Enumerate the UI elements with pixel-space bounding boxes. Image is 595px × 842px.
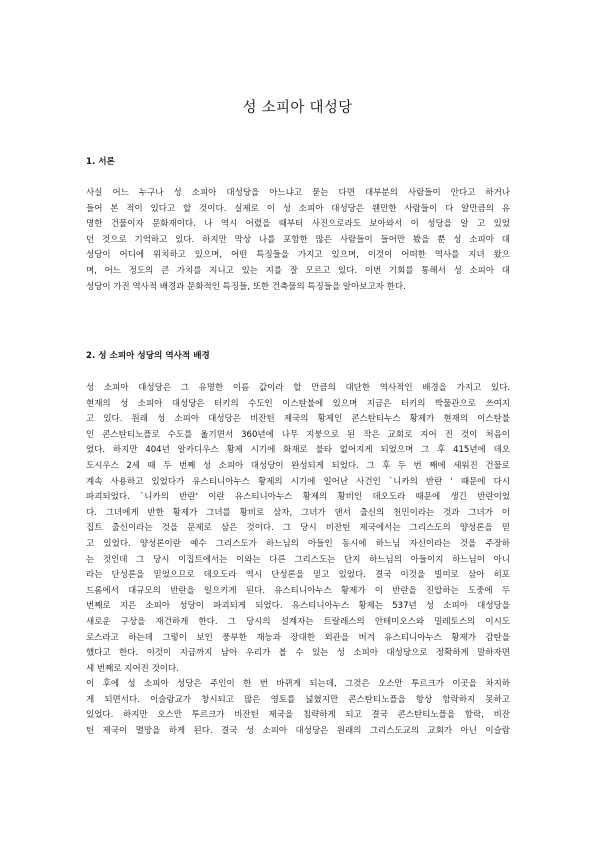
text-line: 번째로 지은 소피아 성당이 파괴되게 되었다. 유스티니아누스 황제는 537년 성 소피아 대성당을 bbox=[86, 601, 510, 612]
text-line: 이 후에 성 소피아 성당은 주인이 한 번 바뀌게 되는데, 그것은 오스만 투르크가 이곳을 차지하 bbox=[86, 679, 510, 690]
text-line: 들어 본 적이 있다고 할 것이다. 실제로 이 성 소피아 대성당은 웬만한 사람들이 다 알만큼의 유 bbox=[86, 203, 510, 214]
text-line: 현재의 성 소피아 대성당은 터키의 수도인 이스탄불에 있으며 지금은 터키의 박물관으로 쓰여지 bbox=[86, 398, 510, 409]
text-line: 던 것으로 기억하고 있다. 하지만 막상 나를 포함한 많은 사람들이 들어만 봤을 뿐 성 소피아 대 bbox=[86, 234, 510, 245]
text-line: 고 있었다. 양성론이란 예수 그리스도가 하느님의 아들인 동시에 하느님 자신이라는 것을 주장하 bbox=[86, 538, 510, 549]
text-line: 성당이 가진 역사적 배경과 문화적인 특징들, 또한 건축물의 특징들을 알아보고자 한다. bbox=[86, 281, 406, 292]
text-line: 성당이 어디에 위치하고 있으며, 어떤 특징들을 가지고 있으며, 이것이 어떠한 역사를 지녀 왔으 bbox=[86, 250, 510, 261]
text-line: 로스라고 하는데 그렇이 보인 풍부한 재능과 장대한 외관을 버겨 유스티니아누스 황제가 감탄을 bbox=[86, 632, 510, 643]
text-line: 파괴되었다. `니카의 반란' 이란 유스티니아누스 황제의 황비인 데오도라 때문에 생긴 반란이었 bbox=[86, 492, 510, 503]
text-line: 명한 건물이자 문화재이다. 나 역시 어렸을 때부터 사진으로라도 보아와서 이 성당을 알 고 있었 bbox=[86, 219, 510, 230]
text-line: 었다. 하지만 404년 알카디우스 황제 시기에 화재로 불타 없어지게 되었으며 그 후 415년에 데오 bbox=[86, 445, 510, 456]
text-line: 있었다. 하지만 오스만 투르크가 비잔틴 제국을 침략하게 되고 결국 콘스탄티노플을 함락, 비잔 bbox=[86, 710, 510, 721]
section-heading-introduction: 1. 서론 bbox=[86, 157, 115, 167]
section-body-introduction bbox=[86, 186, 510, 295]
text-line: 며, 어느 정도의 큰 가치를 지니고 있는 지를 잘 모르고 있다. 이번 기회를 통해서 성 소피아 대 bbox=[86, 265, 510, 276]
text-line: 새로운 구상을 재건하게 한다. 그 당시의 설계자는 트랄레스의 안테미오스와 밀레토스의 이시도 bbox=[86, 616, 510, 627]
text-line: 성 소피아 대성당은 그 유명한 이름 값이라 할 만큼의 대단한 역사적인 배경을 가지고 있다. bbox=[86, 383, 510, 393]
text-line: 는 것인데 그 당시 이집트에서는 이와는 다른 그리스도는 단지 하느님의 아들이지 하느님이 아니 bbox=[86, 554, 510, 565]
text-line: 인 콘스탄티노플로 수도를 옮기면서 360년에 나무 지붕으로 된 작은 교회로 지어 진 것이 처음이 bbox=[86, 429, 510, 440]
text-line: 했다고 한다. 이것이 지금까지 남아 우리가 볼 수 있는 성 소피아 대성당으로 정확하게 말하자면 bbox=[86, 648, 510, 659]
text-line: 세 번째로 지어진 것이다. bbox=[86, 663, 179, 674]
text-line: 게 되면서다. 이슬람교가 창시되고 많은 영토를 넓혔지만 콘스탄티노플을 항상 함락하지 못하고 bbox=[86, 694, 510, 705]
section-body-history bbox=[86, 381, 510, 740]
text-line: 계속 사용하고 있었다가 유스티니아누스 황제의 시기에 일어난 사건인 `니카의 반란 ' 때문에 다시 bbox=[86, 476, 510, 487]
document-title: 성 소피아 대성당 bbox=[242, 100, 353, 116]
text-line: 다. 그녀에게 반한 황제가 그녀를 황비로 삼자, 그녀가 댄서 출신의 천민이라는 것과 그녀가 이 bbox=[86, 507, 510, 518]
text-line: 드롬에서 대규모의 반란을 일으키게 된다. 유스티니아누스 황제가 이 반란을 진압하는 도중에 두 bbox=[86, 585, 510, 596]
text-line: 라는 단성론을 믿었으므로 데오도라 역시 단성론을 믿고 있었다. 결국 이것을 빌미로 삼아 히포 bbox=[86, 570, 510, 581]
text-line: 도시우스 2세 때 두 번째 성 소피아 대성당이 완성되게 되었다. 그 후 두 번 째에 세워진 건물로 bbox=[86, 460, 510, 471]
text-line: 사실 어느 누구나 성 소피아 대성당을 아느냐고 묻는 다면 대부분의 사람들이 안다고 하거나 bbox=[86, 188, 510, 198]
section-heading-history: 2. 성 소피아 성당의 역사적 배경 bbox=[86, 351, 210, 361]
text-line: 틴 제국이 멸망을 하게 된다. 결국 성 소피아 대성당은 원래의 그리스도교의 교회가 아닌 이슬람 bbox=[86, 726, 510, 737]
text-line: 고 있다. 원래 성 소피아 대성당은 비잔틴 제국의 황제인 콘스탄티누스 황제가 현재의 이스탄불 bbox=[86, 414, 510, 425]
text-line: 집트 출신이라는 것을 문제로 삼은 것이다. 그 당시 비잔틴 제국에서는 그리스도의 양성론을 믿 bbox=[86, 523, 510, 534]
